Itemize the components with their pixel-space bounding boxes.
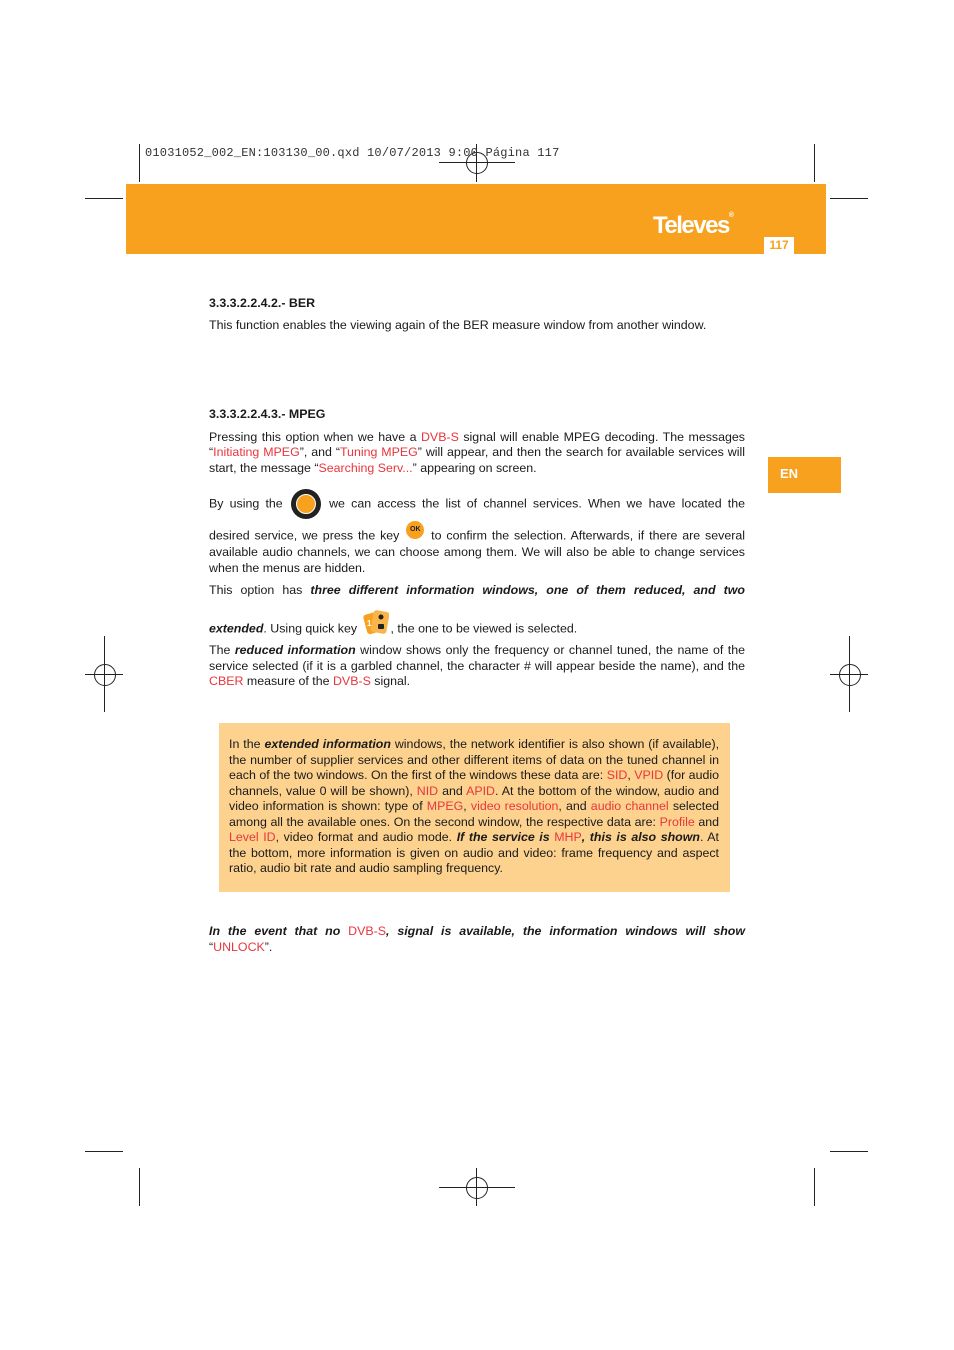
ok-key-icon: OK — [406, 521, 424, 539]
crop-mark — [814, 1168, 815, 1206]
mpeg-paragraph-4: The reduced information window shows only the frequency or channel tuned, the name of the service selected (if it is a garbled channel, the character # will appear beside the name), and the CBER measure of the DVB-S signal. — [209, 643, 745, 688]
crop-mark — [85, 1151, 123, 1152]
registration-mark — [839, 664, 861, 686]
extended-info-box — [219, 723, 730, 892]
mpeg-section — [209, 407, 745, 476]
page-number: 117 — [764, 237, 794, 254]
televes-logo: Televes® — [653, 212, 734, 239]
svg-text:1: 1 — [366, 618, 371, 628]
unlock-note: In the event that no DVB-S, signal is available, the information windows will show “UNLOCK”. — [209, 924, 745, 954]
language-tab: EN — [768, 457, 841, 493]
ber-text: This function enables the viewing again of the BER measure window from another window. — [209, 317, 707, 332]
navigation-dial-icon — [291, 489, 321, 519]
registration-mark — [94, 664, 116, 686]
registration-mark — [466, 1177, 488, 1199]
ber-section — [209, 296, 745, 333]
extended-info-text: In the extended information windows, the network identifier is also shown (if available), the number of supplier services and other different items of data on the tuned channel in each of the two windows. On the first of the windows these data are: SID, VPID (for audio channels, value 0 will be shown), NID and APID. At the bottom of the window, audio and video information is shown: type of MPEG, video resolution, and audio channel selected among all the available ones. On the second window, the respective data are: Profile and Level ID, video format and audio mode. If the service is MHP, this is also shown. At the bottom, more information is given on audio and video: frame frequency and aspect ratio, audio bit rate and audio sampling frequency. — [229, 737, 720, 875]
crop-mark — [139, 144, 140, 182]
mpeg-paragraph-2: By using the we can access the list of channel services. When we have located the desired service, we press the key OK to confirm the selection. Afterwards, if there are several available audio channels, we can choose among them. We will also be able to change services when the menus are hidden. — [209, 489, 745, 576]
mpeg-paragraph-3: This option has three different information windows, one of them reduced, and two extended. Using quick key 1 , the one to be viewed is selected. — [209, 583, 745, 635]
quick-key-icon — [363, 609, 389, 637]
mpeg-heading: 3.3.3.2.2.4.3.- MPEG — [209, 407, 326, 421]
file-header: 01031052_002_EN:103130_00.qxd 10/07/2013 9:00 Página 117 — [145, 146, 560, 160]
crop-mark — [85, 198, 123, 199]
ber-heading: 3.3.3.2.2.4.2.- BER — [209, 296, 316, 310]
crop-mark — [814, 144, 815, 182]
crop-mark — [830, 198, 868, 199]
crop-mark — [139, 1168, 140, 1206]
crop-mark — [830, 1151, 868, 1152]
mpeg-paragraph-1: Pressing this option when we have a DVB-S signal will enable MPEG decoding. The messages “Initiating MPEG”, and “Tuning MPEG” will appear, and then the search for available services will start, the message “Searching Serv...” appearing on screen. — [209, 429, 745, 475]
page-header — [126, 184, 826, 254]
